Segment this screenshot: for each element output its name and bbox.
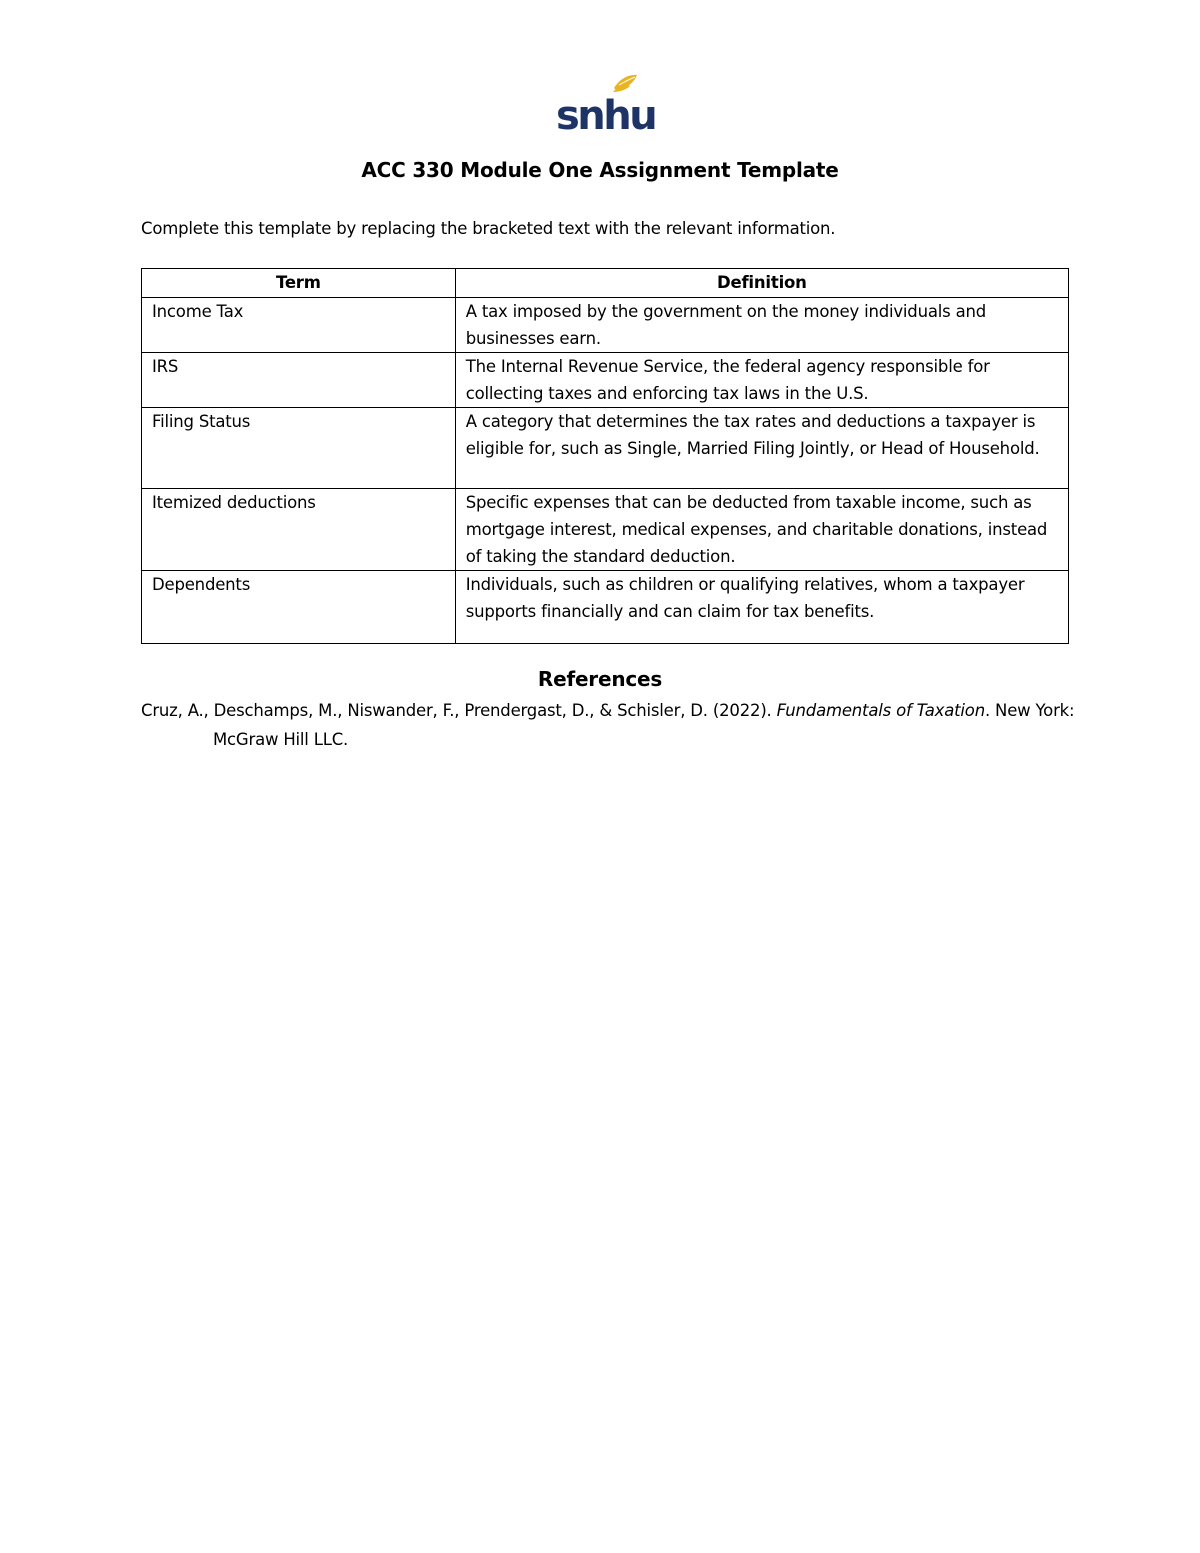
intro-instructions: Complete this template by replacing the bracketed text with the relevant information.: [141, 219, 836, 238]
definition-cell: The Internal Revenue Service, the federal agency responsible for collecting taxes and enforcing tax laws in the U.S.: [455, 353, 1068, 408]
definition-cell: A tax imposed by the government on the money individuals and businesses earn.: [455, 298, 1068, 353]
table-row: [142, 571, 1069, 644]
citation-book-title: Fundamentals of Taxation: [776, 701, 985, 720]
header-term: Term: [142, 269, 456, 298]
term-cell: Dependents: [142, 571, 456, 644]
table-row: [142, 408, 1069, 489]
svg-text:snhu: snhu: [556, 93, 656, 139]
term-cell: Income Tax: [142, 298, 456, 353]
header-definition: Definition: [455, 269, 1068, 298]
table-header-row: [142, 269, 1069, 298]
reference-citation: [141, 696, 1093, 754]
table-row: [142, 298, 1069, 353]
term-cell: IRS: [142, 353, 456, 408]
definition-cell: A category that determines the tax rates and deductions a taxpayer is eligible for, such as Single, Married Filing Jointly, or Head of Household.: [455, 408, 1068, 489]
definition-cell: Individuals, such as children or qualifying relatives, whom a taxpayer supports financially and can claim for tax benefits.: [455, 571, 1068, 644]
references-heading: References: [537, 667, 663, 691]
terms-table: [141, 268, 1069, 644]
definition-cell: Specific expenses that can be deducted from taxable income, such as mortgage interest, medical expenses, and charitable donations, instead of taking the standard deduction.: [455, 489, 1068, 571]
term-cell: Filing Status: [142, 408, 456, 489]
term-cell: Itemized deductions: [142, 489, 456, 571]
table-row: [142, 353, 1069, 408]
snhu-logo: [556, 74, 656, 139]
table-row: [142, 489, 1069, 571]
document-title: ACC 330 Module One Assignment Template: [361, 158, 839, 182]
citation-authors: Cruz, A., Deschamps, M., Niswander, F., Prendergast, D., & Schisler, D. (2022).: [141, 701, 777, 720]
citation-publisher: . New York: McGraw Hill LLC.: [213, 701, 1075, 749]
